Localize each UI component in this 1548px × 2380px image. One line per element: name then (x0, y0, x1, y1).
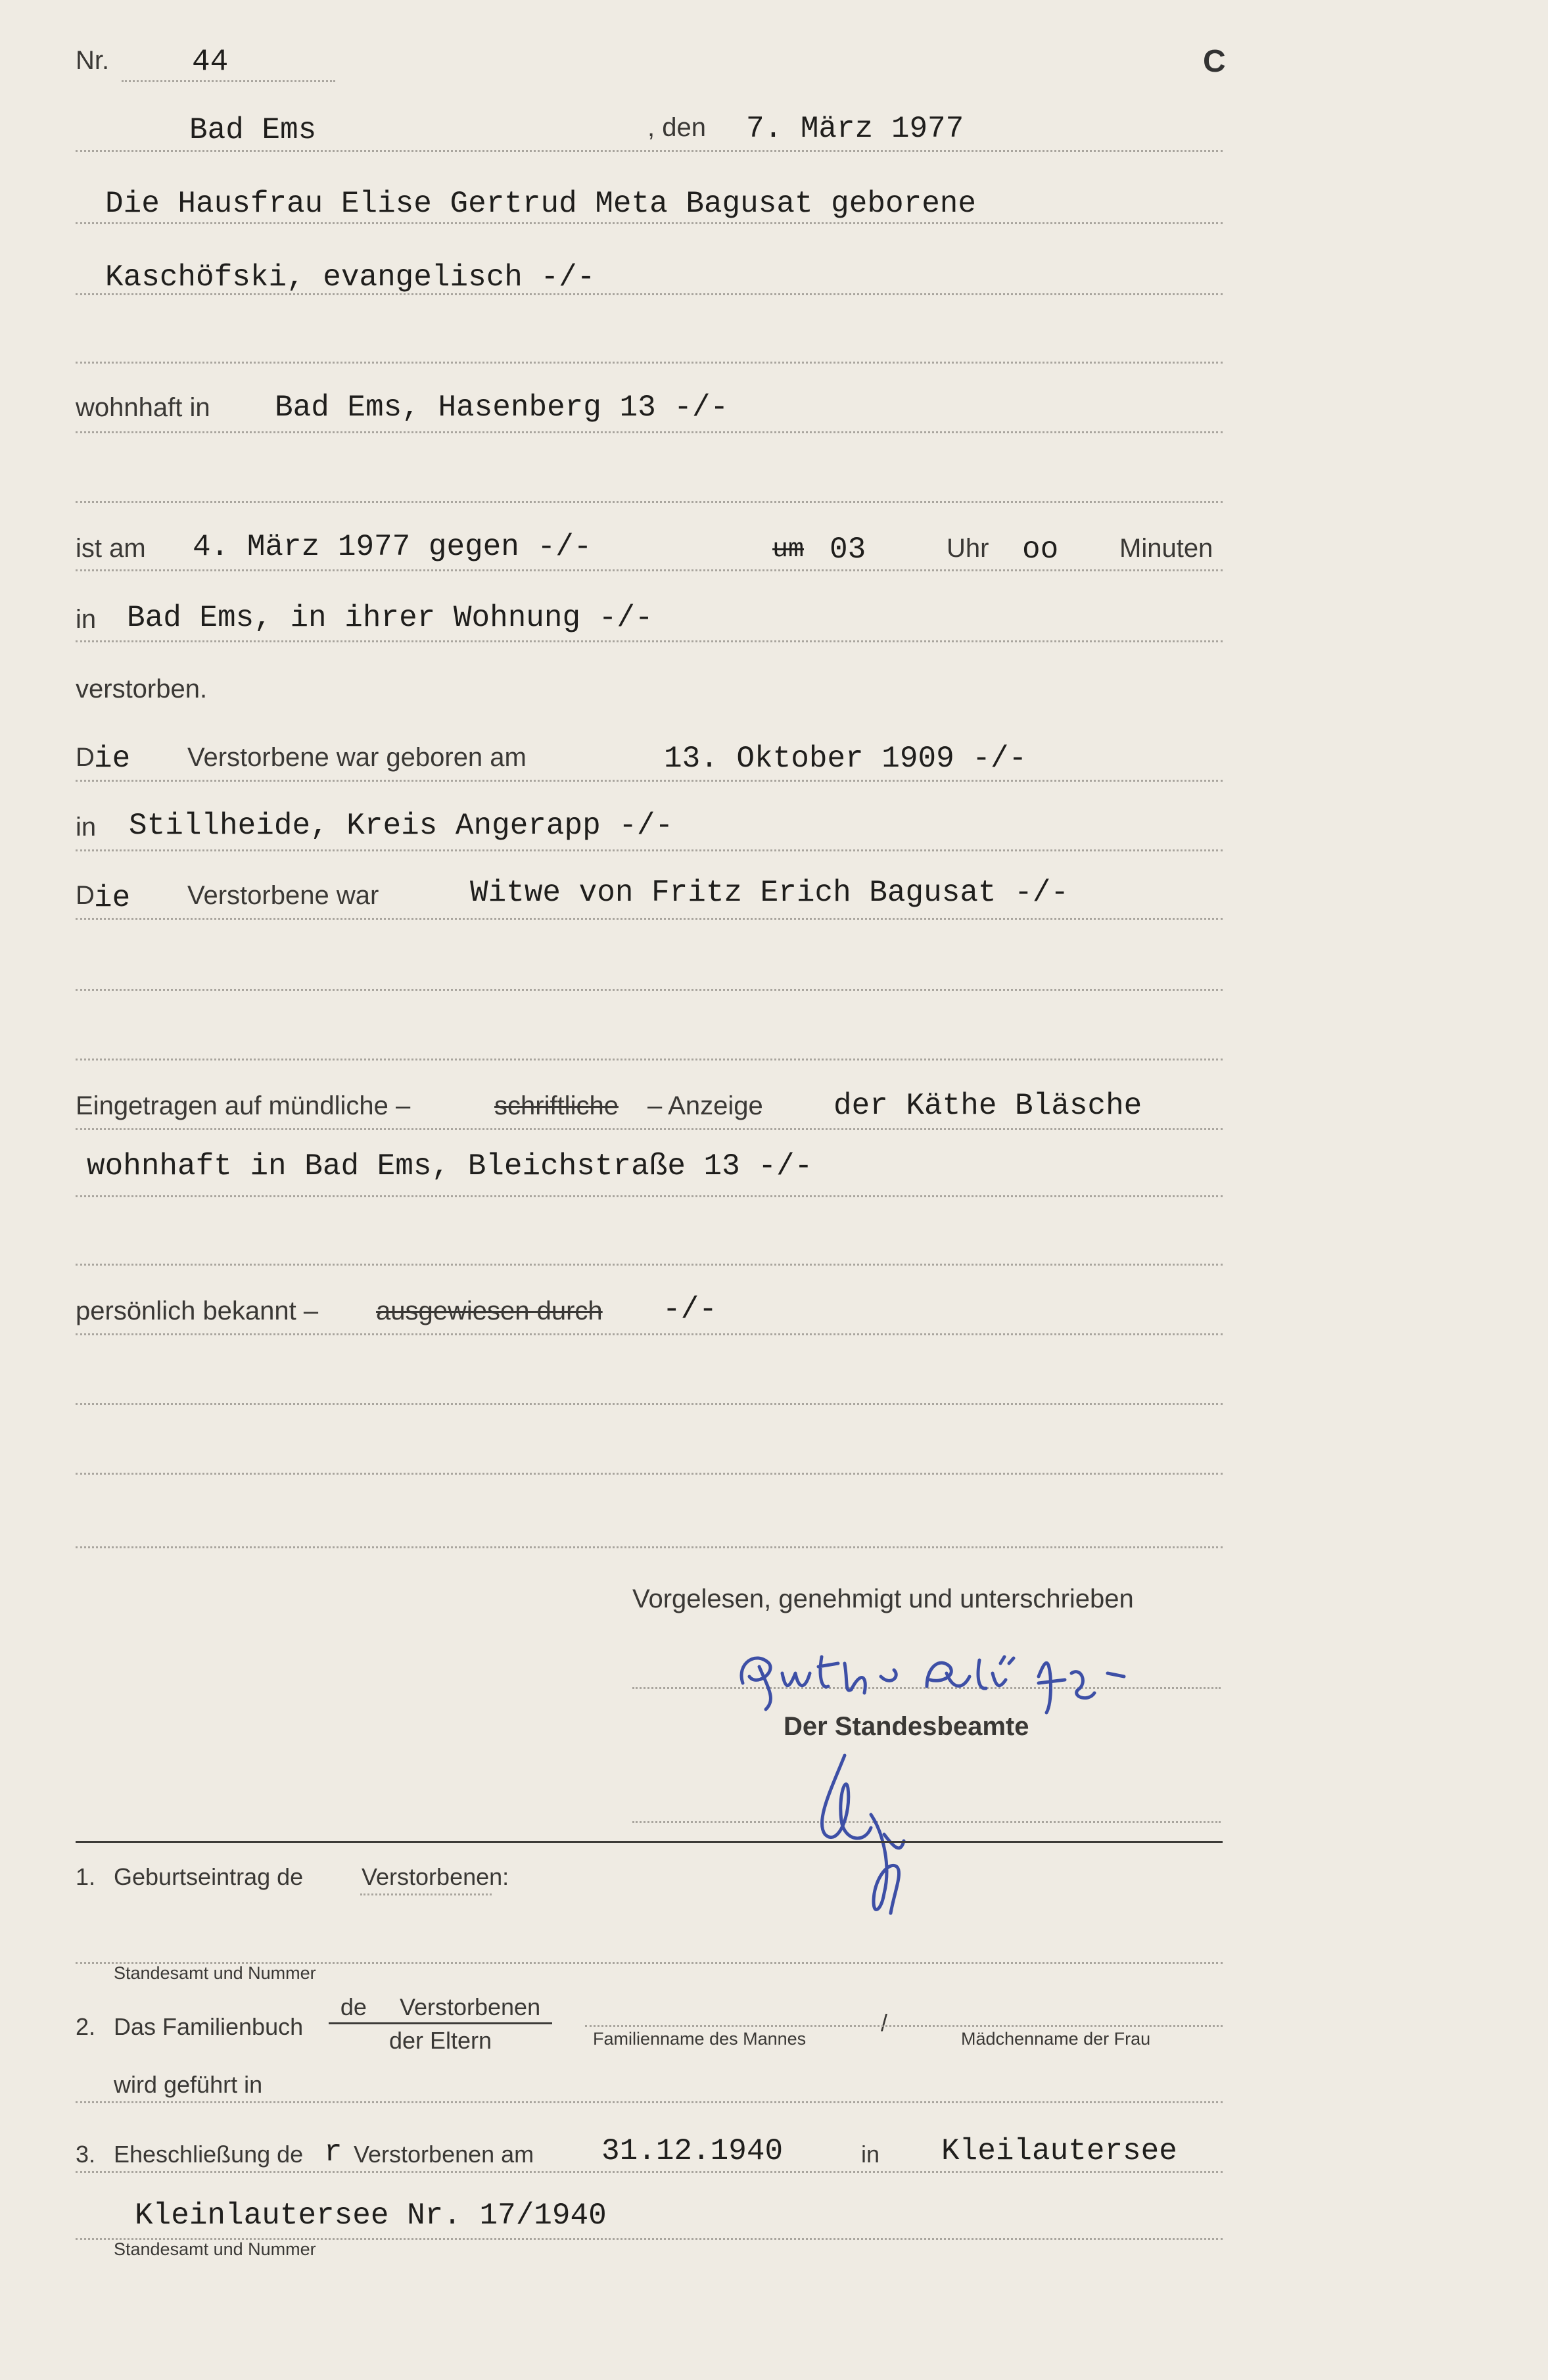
status-value: Witwe von Fritz Erich Bagusat -/- (470, 876, 1069, 910)
dotted-line (76, 1403, 1223, 1405)
office-caption-2: Standesamt und Nummer (114, 2239, 316, 2259)
dotted-line (585, 2025, 1223, 2027)
minuten-label: Minuten (1119, 534, 1213, 563)
death-date-value: 4. März 1977 gegen -/- (193, 530, 592, 564)
item2-label: Das Familienbuch (114, 2013, 304, 2040)
dotted-line (76, 2101, 1223, 2103)
registrar-signature (786, 1736, 924, 1926)
birth-place-value: Stillheide, Kreis Angerapp -/- (129, 809, 674, 843)
birth-date-value: 13. Oktober 1909 -/- (664, 742, 1027, 776)
date-value: 7. März 1977 (746, 112, 964, 146)
dotted-line (76, 150, 1223, 152)
birth-text-label: Verstorbene war geboren am (187, 743, 527, 772)
status-d-suffix: ie (94, 881, 131, 915)
status-text-label: Verstorbene war (187, 881, 379, 910)
known-struck: ausgewiesen durch (376, 1297, 603, 1325)
report-prefix-label: Eingetragen auf mündliche – (76, 1091, 411, 1120)
register-letter: C (1203, 44, 1226, 79)
dotted-line (76, 293, 1223, 295)
person-line-2: Kaschöfski, evangelisch -/- (105, 260, 596, 295)
item3-suffix: Verstorbenen am (354, 2141, 534, 2168)
item2-fraction-bottom: der Eltern (388, 2027, 492, 2054)
item3-label: Eheschließung de (114, 2141, 304, 2168)
dotted-line (76, 222, 1223, 224)
residence-label: wohnhaft in (76, 393, 210, 422)
death-minutes-value: oo (1022, 533, 1059, 567)
kept-in-label: wird geführt in (114, 2071, 263, 2098)
dotted-line (76, 640, 1223, 642)
office-caption-1: Standesamt und Nummer (114, 1963, 316, 1983)
marriage-place-value: Kleilautersee (941, 2134, 1177, 2168)
informant-residence-value: wohnhaft in Bad Ems, Bleichstraße 13 -/- (87, 1149, 813, 1183)
item3-typed-suffix: r (324, 2135, 342, 2170)
nr-label: Nr. (76, 46, 110, 75)
birth-d-label: D (76, 743, 95, 772)
item1-number: 1. (76, 1863, 96, 1890)
dotted-line (76, 2171, 1223, 2173)
dotted-line (76, 780, 1223, 782)
informant-value: der Käthe Bläsche (833, 1089, 1142, 1123)
report-suffix-label: – Anzeige (647, 1091, 763, 1120)
known-value: -/- (663, 1293, 717, 1327)
maiden-name-caption: Mädchenname der Frau (961, 2029, 1151, 2049)
item2-fraction-top: de Verstorbenen (329, 1993, 552, 2024)
section-divider (76, 1841, 1223, 1843)
item3-number: 3. (76, 2141, 96, 2168)
death-place-value: Bad Ems, in ihrer Wohnung -/- (127, 601, 653, 635)
item1-suffix: Verstorbenen: (362, 1863, 509, 1890)
verstorben-label: verstorben. (76, 675, 208, 703)
dotted-line (76, 918, 1223, 920)
dotted-line (76, 431, 1223, 433)
marriage-date-value: 31.12.1940 (601, 2134, 784, 2168)
dotted-line (76, 989, 1223, 991)
dotted-line (76, 1473, 1223, 1475)
dotted-line (76, 1059, 1223, 1060)
nr-dotted-line (122, 80, 335, 82)
slash: / (881, 2009, 888, 2036)
dotted-line (76, 1333, 1223, 1335)
informant-signature (730, 1637, 1229, 1716)
item1-label: Geburtseintrag de (114, 1863, 304, 1890)
ist-am-label: ist am (76, 534, 146, 563)
read-approved-signed-text: Vorgelesen, genehmigt und unterschrieben (632, 1584, 1134, 1613)
item2-fraction (329, 1993, 552, 2055)
item2-number: 2. (76, 2013, 96, 2040)
marriage-in-label: in (861, 2141, 880, 2168)
report-struck: schriftliche (494, 1091, 619, 1120)
uhr-label: Uhr (947, 534, 989, 563)
dotted-line (76, 1128, 1223, 1130)
birth-d-suffix: ie (94, 742, 131, 776)
dotted-line (76, 362, 1223, 364)
place-value: Bad Ems (189, 113, 317, 147)
dotted-line (76, 1546, 1223, 1548)
status-d-label: D (76, 881, 95, 910)
den-label: , den (647, 113, 706, 142)
nr-value: 44 (192, 45, 229, 79)
dotted-line (76, 569, 1223, 571)
dotted-line (76, 1264, 1223, 1266)
um-struck: um (772, 535, 805, 565)
marriage-office-value: Kleinlautersee Nr. 17/1940 (135, 2199, 607, 2233)
person-line-1: Die Hausfrau Elise Gertrud Meta Bagusat geborene (105, 187, 977, 221)
family-name-caption: Familienname des Mannes (593, 2029, 807, 2049)
dotted-line (76, 1195, 1223, 1197)
dotted-line (360, 1893, 492, 1895)
birth-in-label: in (76, 813, 97, 842)
dotted-line (76, 849, 1223, 851)
residence-value: Bad Ems, Hasenberg 13 -/- (275, 391, 729, 425)
registrar-signature-line (632, 1821, 1221, 1823)
death-hour-value: 03 (830, 533, 866, 567)
known-label: persönlich bekannt – (76, 1297, 319, 1325)
registrar-label: Der Standesbeamte (784, 1712, 1029, 1741)
in-label: in (76, 605, 97, 634)
dotted-line (76, 501, 1223, 503)
